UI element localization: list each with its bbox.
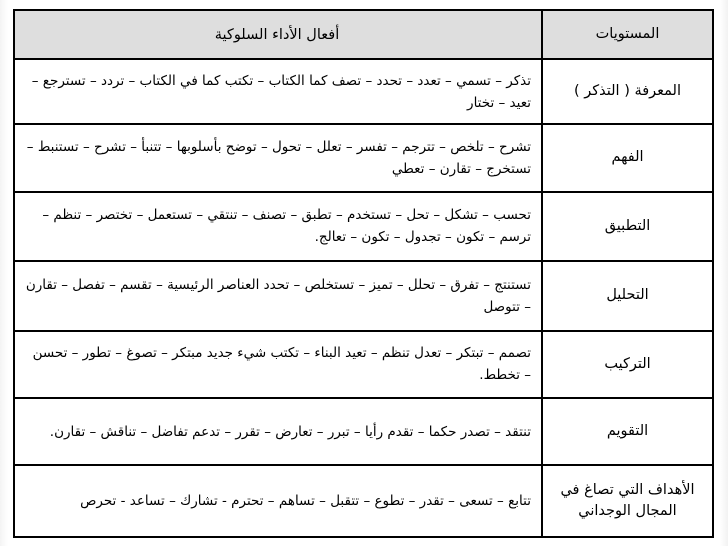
table-row — [14, 261, 713, 331]
level-cell: الأهداف التي تصاغ في المجال الوجداني — [542, 465, 713, 537]
table-row — [14, 192, 713, 262]
table-row — [14, 124, 713, 191]
level-cell: التطبيق — [542, 192, 713, 262]
table-row — [14, 59, 713, 124]
verbs-cell: تصمم – تبتكر – تعدل تنظم – تعيد البناء – تكتب شيء جديد مبتكر – تصوغ – تطور – تحسن – تخطط. — [14, 331, 542, 398]
verbs-cell: تحسب – تشكل – تحل – تستخدم – تطبق – تصنف – تنتقي – تستعمل – تختصر – تنظم – ترسم – تكون – تجدول – تكون – تعالج. — [14, 192, 542, 262]
table-header-row — [14, 10, 713, 59]
header-verbs: أفعال الأداء السلوكية — [14, 10, 542, 59]
level-cell: الفهم — [542, 124, 713, 191]
level-cell: المعرفة ( التذكر ) — [542, 59, 713, 124]
verbs-cell: تذكر – تسمي – تعدد – تحدد – تصف كما الكتاب – تكتب كما في الكتاب – تردد – تسترجع – تعيد – تختار — [14, 59, 542, 124]
behavioral-verbs-table — [13, 9, 714, 538]
level-cell: التقويم — [542, 398, 713, 465]
level-cell: التركيب — [542, 331, 713, 398]
table-row — [14, 398, 713, 465]
table-row — [14, 465, 713, 537]
verbs-cell: تنتقد – تصدر حكما – تقدم رأيا – تبرر – تعارض – تقرر – تدعم تفاضل – تناقش – تقارن. — [14, 398, 542, 465]
header-levels: المستويات — [542, 10, 713, 59]
verbs-cell: تتابع – تسعى – تقدر – تطوع – تتقبل – تساهم – تحترم - تشارك – تساعد - تحرص — [14, 465, 542, 537]
level-cell: التحليل — [542, 261, 713, 331]
verbs-cell: تستنتج – تفرق – تحلل – تميز – تستخلص – تحدد العناصر الرئيسية – تقسم – تفصل – تقارن – تتوصل — [14, 261, 542, 331]
table-row — [14, 331, 713, 398]
verbs-cell: تشرح – تلخص – تترجم – تفسر – تعلل – تحول – توضح بأسلوبها – تتنبأ – تشرح – تستنبط – تستخرج – تقارن – تعطي — [14, 124, 542, 191]
